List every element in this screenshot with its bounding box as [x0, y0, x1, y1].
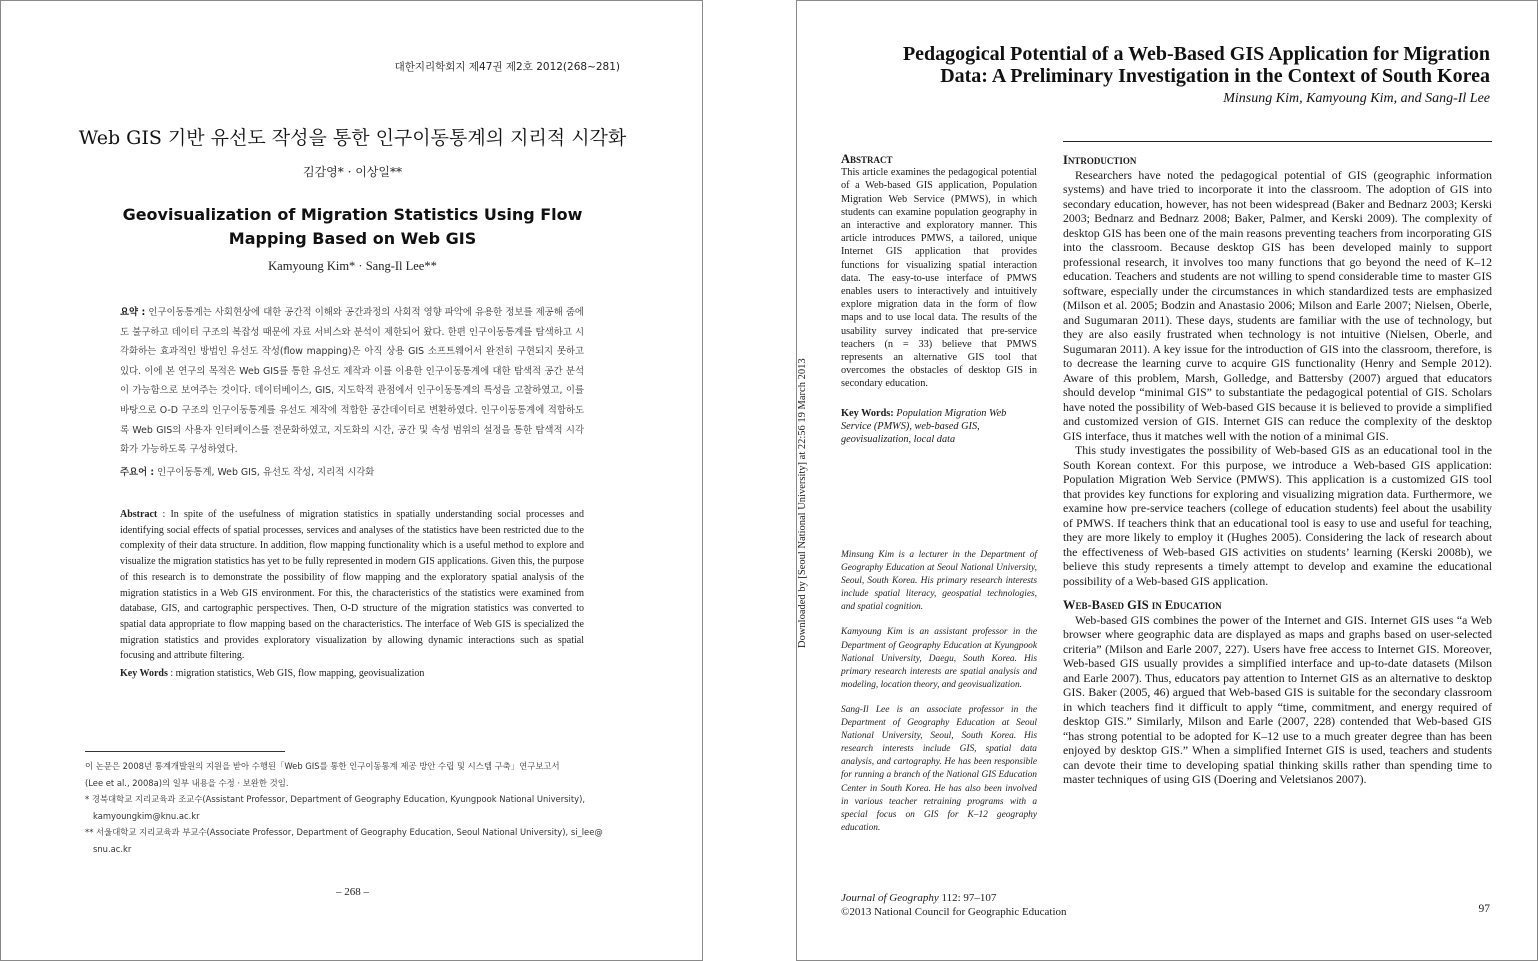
- english-abstract-label: Abstract: [120, 509, 158, 520]
- english-title: Geovisualization of Migration Statistics Using Flow Mapping Based on Web GIS: [122, 205, 583, 248]
- footnote-divider: [85, 751, 285, 752]
- footnote-line: * 경북대학교 지리교육과 조교수(Assistant Professor, Department of Geography Education, Kyungpook National University),: [85, 794, 586, 804]
- abstract-heading: Abstract: [841, 152, 893, 166]
- paper-title: [850, 43, 1490, 87]
- left-page: [0, 0, 703, 961]
- abstract-text: This article examines the pedagogical potential of a Web-based GIS application, Population Migration Web Service (PMWS), in which students can examine population geography in an interactive and exploratory manner. This article introduces PMWS, a tailored, unique Internet GIS application that provides functions for visualizing spatial interaction data. The easy-to-use interface of PMWS enables users to interactively and intuitively explore migration data in the form of flow maps and to use local data. The results of the usability survey indicated that pre-service teachers (n = 33) believe that PMWS represents an alternative GIS tool that overcomes the obstacles of desktop GIS in secondary education.: [841, 167, 1037, 390]
- body-paragraph: This study investigates the possibility of Web-based GIS as an educational tool in the South Korean context. For this purpose, we introduce a Web-based GIS application: Population Migration Web Service (PMWS). This application is a customized GIS tool that provides key functions for exploring and visualizing migration data. Furthermore, we examine how pre-service teachers (college of education students) feel about the usability of PMWS. If teachers think that an educational tool is easy to use and useful for teaching, they are more likely to employ it (Hughes 2005). Considering the lack of research about the effectiveness of Web-based GIS activities on students’ learning (Kerski 2008b), we believe this study represents a timely attempt to develop and examine the educational possibility of a Web-based GIS application.: [1063, 443, 1492, 588]
- korean-keywords-label: 주요어 :: [120, 467, 155, 478]
- korean-keywords: [120, 464, 584, 478]
- body-paragraph: Researchers have noted the pedagogical potential of GIS (geographic information systems) and have tried to incorporate it into the classroom. The adoption of GIS into secondary education, however, has not been widespread (Baker and Bednarz 2003; Kerski 2003; Bednarz and Bednarz 2008; Baker, Palmer, and Kerski 2009). The complexity of desktop GIS has been one of the main reasons preventing teachers from incorporating GIS into the classroom. Because desktop GIS has been developed mainly to support professional research, it involves too many functions that go beyond the need of K–12 education. Teachers and students are not willing to spend considerable time to master GIS software, especially under the circumstances in which standardized tests are emphasized (Milson et al. 2005; Bodzin and Anastasio 2006; Milson and Earle 2007; Nielsen, Oberle, and Sugumaran 2011). These days, students are familiar with the use of technology, but they are also easily frustrated when technology is not intuitive (Nielsen, Oberle, and Sugumaran 2011). A key issue for the introduction of GIS into the classroom, therefore, is to decrease the learning curve to acquire GIS functionality (Henry and Semple 2012). Aware of this problem, Marsh, Golledge, and Battersby (2007) argued that educators should develop “minimal GIS” to substantiate the pedagogical potential of GIS. Scholars have noted the possibility of Web-based GIS because it is believed to provide a simplified and customized version of GIS. Internet GIS can reduce the complexity of the desktop GIS interface, thus it matches well with the notion of a minimal GIS.: [1063, 167, 1492, 443]
- journal-name: Journal of Geography: [841, 892, 939, 904]
- korean-abstract-text: 인구이동통계는 사회현상에 대한 공간적 이해와 공간과정의 사회적 영향 파악에 유용한 정보를 제공해 줌에도 불구하고 데이터 구조의 복잡성 때문에 자료 서비스와 분석이 제한되어 왔다. 한편 인구이동통계를 탐색하고 시각화하는 효과적인 방법인 유선도 작성(flow mapping)은 아직 상용 GIS 소프트웨어서 완전히 구현되지 못하고 있다. 이에 본 연구의 목적은 Web GIS를 통한 유선도 제작과 이를 이용한 인구이동통계에 대한 탐색적 공간 분석이 가능함으로 보여주는 것이다. 데이터베이스, GIS, 지도학적 관점에서 인구이동통계의 특성을 고찰하였고, 이를 바탕으로 O-D 구조의 인구이동통계를 유선도 제작에 적합한 공간데이터로 변환하였다. 인구이동통계에 적합하도록 Web GIS의 사용자 인터페이스를 전문화하였고, 지도화의 시간, 공간 및 속성 범위의 설정을 통한 탐색적 시각화가 가능하도록 구성하였다.: [120, 307, 584, 456]
- author-bio: Minsung Kim is a lecturer in the Department of Geography Education at Seoul National University, Seoul, South Korea. His primary research interests include spatial literacy, geospatial technologies, and spatial cognition.: [841, 550, 1037, 613]
- korean-abstract-label: 요약 :: [120, 307, 146, 318]
- copyright: ©2013 National Council for Geographic Education: [841, 906, 1067, 918]
- body-paragraph: Web-based GIS combines the power of the Internet and GIS. Internet GIS uses “a Web browser where geographic data are displayed as maps and graphs based on user-selected criteria” (Milson and Earle 2007, 227). Users have free access to Internet GIS. Moreover, Web-based GIS usually provides a simplified interface and up-to-date datasets (Milson and Earle 2007). Thus, educators pay attention to Internet GIS as an alternative to desktop GIS. Baker (2005, 46) argued that Web-based GIS is suitable for the secondary classroom in which teachers find it difficult to apply “time, commitment, and energy required of desktop GIS.” Similarly, Milson and Earle (2007, 228) contended that Web-based GIS “has strong potential to be adopted for K–12 use to a much greater degree than has been enjoyed by desktop GIS.” When a simplified Internet GIS is used, teachers and students can devote their time to developing spatial thinking skills rather than spending time to master techniques of using GIS (Doering and Veletsianos 2007).: [1063, 612, 1492, 786]
- journal-volume: 112: 97–107: [938, 892, 997, 904]
- right-page: [796, 0, 1538, 961]
- english-keywords: [120, 668, 584, 679]
- english-keywords-text: : migration statistics, Web GIS, flow mapping, geovisualization: [167, 668, 425, 679]
- footnote-email[interactable]: kamyoungkim@knu.ac.kr: [93, 810, 200, 821]
- body-column: [1063, 153, 1492, 787]
- download-watermark: Downloaded by [Seoul National University] at 22:56 19 March 2013: [797, 358, 808, 648]
- paper-title-line: Pedagogical Potential of a Web-Based GIS Application for Migration: [902, 43, 1490, 65]
- journal-header: 대한지리학회지 제47권 제2호 2012(268~281): [394, 61, 620, 73]
- english-keywords-label: Key Words: [120, 668, 168, 679]
- korean-title: Web GIS 기반 유선도 작성을 통한 인구이동통계의 지리적 시각화: [78, 127, 627, 149]
- english-authors: Kamyoung Kim* · Sang-Il Lee**: [268, 259, 437, 273]
- footnote-line: (Lee et al., 2008a)의 일부 내용을 수정 · 보완한 것임.: [85, 777, 289, 788]
- abstract-column: [841, 153, 1037, 446]
- page-number: – 268 –: [336, 886, 369, 898]
- footnote-line: ** 서울대학교 지리교육과 부교수(Associate Professor, Department of Geography Education, Seoul National University), si_lee@: [85, 827, 603, 837]
- keywords: [841, 407, 1037, 447]
- keywords-label: Key Words:: [841, 407, 894, 419]
- title-divider: [1063, 141, 1492, 142]
- english-abstract: [120, 507, 584, 664]
- english-abstract-text: : In spite of the usefulness of migration statistics in spatially understanding social processes and identifying social effects of spatial processes, services and analyses of the statistics have been restricted due to the complexity of their data structure. In addition, flow mapping functionality which is a useful method to explore and visualize the migration statistics has yet to be fully represented in modern GIS applications. Given this, the purpose of this research is to demonstrate the possibility of flow mapping and the exploratory spatial analysis of the migration statistics in a Web GIS environment. For this, the characteristics of the statistics were examined from database, GIS, and cartographic perspectives. Then, O-D structure of the migration statistics was converted to spatial data appropriate to flow mapping based on the characteristics. The interface of Web GIS is specialized the migration statistics and provides exploratory visualization by allowing dynamic interactions such as spatial focusing and attribute filtering.: [120, 509, 584, 662]
- author-bios: [841, 549, 1037, 847]
- introduction-heading: Introduction: [1063, 153, 1137, 167]
- keywords-text: Population Migration Web Service (PMWS), web-based GIS, geovisualization, local data: [841, 407, 1007, 446]
- author-bio: Kamyoung Kim is an assistant professor in the Department of Geography Education at Kyungpook National University, Daegu, South Korea. His primary research interests are spatial analysis and modeling, location theory, and geovisualization.: [841, 627, 1037, 690]
- webgis-heading: Web-Based GIS in Education: [1063, 598, 1222, 612]
- paper-authors: Minsung Kim, Kamyoung Kim, and Sang-Il Lee: [1223, 91, 1490, 106]
- korean-keywords-text: 인구이동통계, Web GIS, 유선도 작성, 지리적 시각화: [154, 467, 375, 478]
- korean-abstract: [120, 303, 584, 460]
- footnotes: [85, 758, 625, 857]
- korean-authors: 김감영* · 이상일**: [303, 165, 402, 179]
- paper-title-line: Data: A Preliminary Investigation in the Context of South Korea: [940, 65, 1490, 87]
- footnote-line: 이 논문은 2008년 통계개발원의 지원을 받아 수행된「Web GIS를 통한 인구이동통계 제공 방안 수립 및 시스템 구축」연구보고서: [85, 761, 560, 771]
- journal-footer: [841, 891, 1067, 919]
- author-bio: Sang-Il Lee is an associate professor in the Department of Geography Education at Seoul National University, Seoul, South Korea. His research interests include GIS, spatial data analysis, and cartography. He has been responsible for running a branch of the National GIS Education Center in South Korea. He has also been involved in various teacher retraining programs with a special focus on GIS for K–12 geography education.: [841, 704, 1037, 833]
- footnote-email[interactable]: snu.ac.kr: [93, 843, 132, 854]
- page-number: 97: [1478, 903, 1490, 915]
